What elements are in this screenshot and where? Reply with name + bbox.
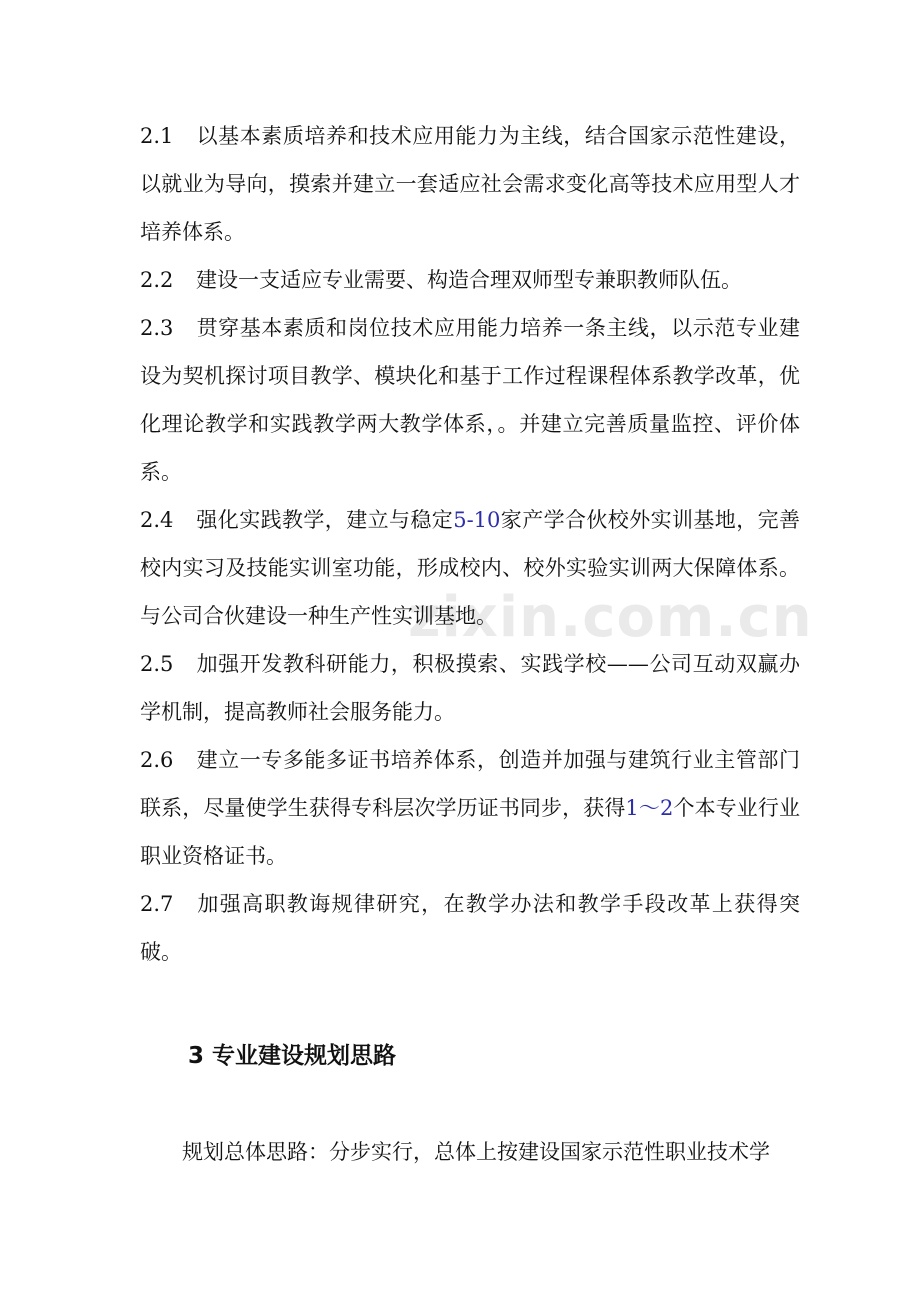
item-number: 2.3 bbox=[140, 316, 174, 340]
highlighted-number: 1～2 bbox=[625, 796, 674, 820]
item-text: 家产学合伙校外实训基地，完善校内实习及技能实训室功能，形成校内、校外实验实训两大保障体系。与公司合伙建设一种生产性实训基地。 bbox=[140, 508, 801, 628]
item-text: 加强高职教诲规律研究，在教学办法和教学手段改革上获得突破。 bbox=[140, 892, 800, 964]
item-text: 建设一支适应专业需要、构造合理双师型专兼职教师队伍。 bbox=[196, 268, 742, 292]
item-number: 2.4 bbox=[140, 508, 174, 532]
numbered-list bbox=[140, 112, 800, 976]
list-item bbox=[140, 256, 800, 304]
watermark: zixin.com.cn bbox=[408, 585, 813, 650]
item-number: 2.1 bbox=[140, 124, 174, 148]
section-heading: 3 专业建设规划思路 bbox=[188, 1043, 397, 1069]
intro-paragraph: 规划总体思路：分步实行，总体上按建设国家示范性职业技术学 bbox=[182, 1140, 770, 1164]
list-item bbox=[140, 736, 800, 880]
item-text: 强化实践教学，建立与稳定 bbox=[196, 508, 454, 532]
item-number: 2.2 bbox=[140, 268, 174, 292]
item-text: 建立一专多能多证书培养体系，创造并加强与建筑行业主管部门联系，尽量使学生获得专科层次学历证书同步，获得 bbox=[140, 748, 800, 820]
item-text: 贯穿基本素质和岗位技术应用能力培养一条主线，以示范专业建设为契机探讨项目教学、模块化和基于工作过程课程体系教学改革，优化理论教学和实践教学两大教学体系，。并建立完善质量监控、评价体系。 bbox=[140, 316, 800, 484]
list-item bbox=[140, 496, 800, 640]
list-item bbox=[140, 304, 800, 496]
item-text: 个本专业行业职业资格证书。 bbox=[140, 796, 800, 868]
item-number: 2.6 bbox=[140, 748, 174, 772]
highlighted-number: 5-10 bbox=[453, 508, 501, 532]
list-item bbox=[140, 880, 800, 976]
item-number: 2.5 bbox=[140, 652, 174, 676]
list-item bbox=[140, 640, 800, 736]
item-text: 以基本素质培养和技术应用能力为主线，结合国家示范性建设，以就业为导向，摸索并建立一套适应社会需求变化高等技术应用型人才培养体系。 bbox=[140, 124, 800, 244]
list-item bbox=[140, 112, 800, 256]
item-number: 2.7 bbox=[140, 892, 174, 916]
item-text: 加强开发教科研能力，积极摸索、实践学校——公司互动双赢办学机制，提高教师社会服务能力。 bbox=[140, 652, 800, 724]
